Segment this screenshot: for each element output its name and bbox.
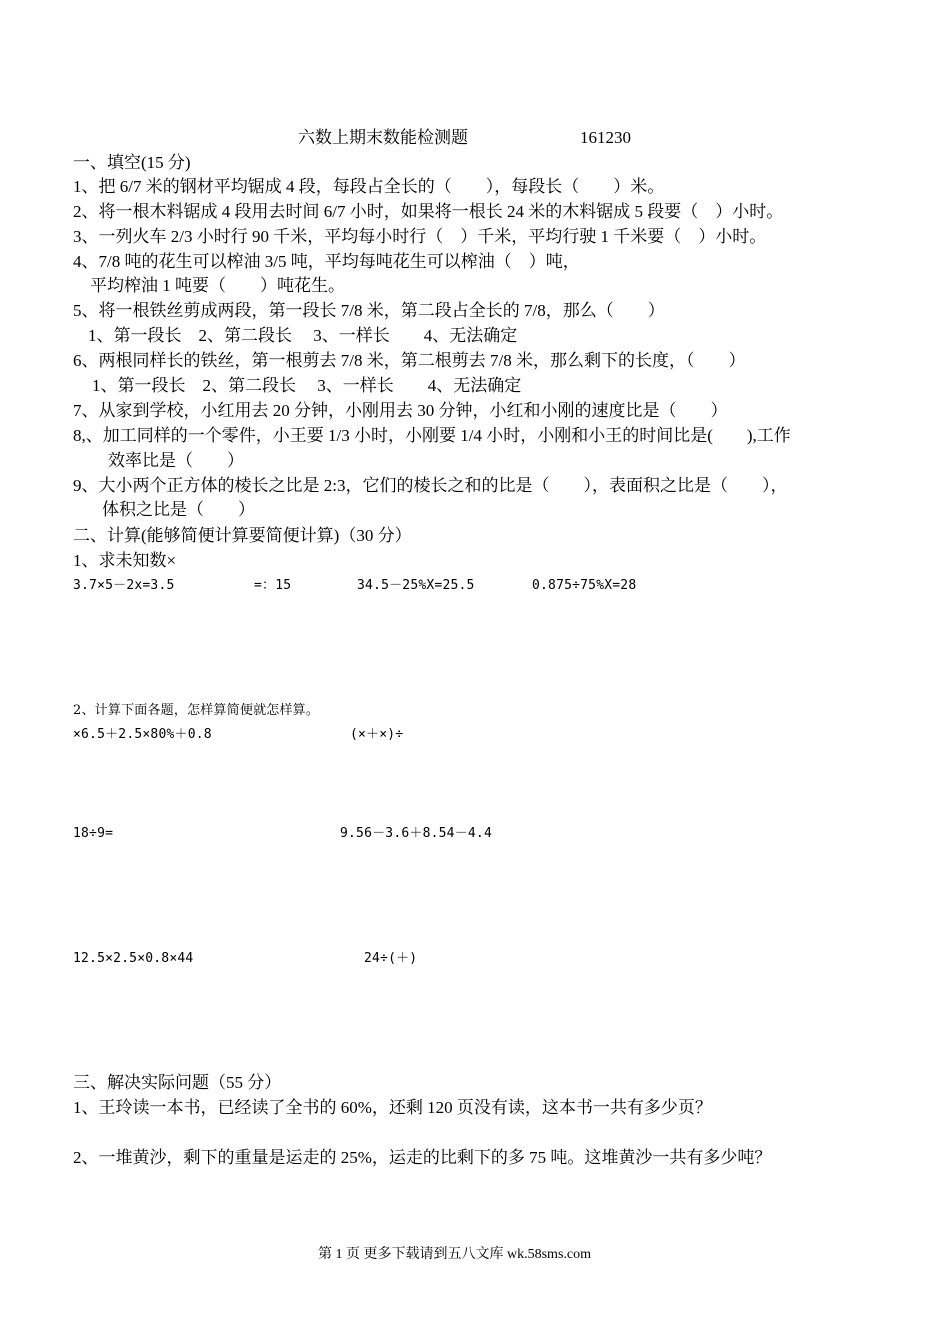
question-9-line2: 体积之比是（ ） [102,500,255,519]
section3-heading: 三、解决实际问题（55 分） [73,1073,282,1092]
page-footer: 第 1 页 更多下载请到五八文库 wk.58sms.com [318,1247,591,1262]
calc-2: (×＋×)÷ [350,727,404,742]
question-3: 3、一列火车 2/3 小时行 90 千米，平均每小时行（ ）千米，平均行驶 1 千米要（ ）小时。 [73,227,767,246]
problem-2: 2、一堆黄沙，剩下的重量是运走的 25%，运走的比剩下的多 75 吨。这堆黄沙一共有多少吨？ [73,1148,772,1167]
question-8-line2: 效率比是（ ） [108,451,244,470]
question-6: 6、两根同样长的铁丝，第一根剪去 7/8 米，第二根剪去 7/8 米，那么剩下的长度，（ ） [73,351,746,370]
calc-5: 12.5×2.5×0.8×44 [73,951,194,966]
question-2: 2、将一根木料锯成 4 段用去时间 6/7 小时，如果将一根长 24 米的木料锯成 5 段要（ ）小时。 [73,202,784,221]
equation-3: 34.5－25%X=25.5 [357,578,475,593]
calc-6: 24÷(＋) [364,951,418,966]
question-6-options: 1、第一段长 2、第二段长 3、一样长 4、无法确定 [92,376,522,395]
calc-3: 18÷9= [73,826,114,841]
equation-4: 0.875÷75%X=28 [532,578,637,593]
equation-2: =：15 [254,578,292,593]
question-4-line1: 4、7/8 吨的花生可以榨油 3/5 吨，平均每吨花生可以榨油（ ）吨， [73,252,580,271]
section2-sub2: 2、计算下面各题，怎样算简便就怎样算。 [73,703,320,718]
section2-sub1: 1、求未知数× [73,551,177,570]
page-title: 六数上期末数能检测题 [298,128,468,147]
question-5: 5、将一根铁丝剪成两段，第一段长 7/8 米，第二段占全长的 7/8，那么（ ） [73,301,665,320]
section1-heading: 一、填空(15 分) [73,153,191,172]
question-8-line1: 8,、加工同样的一个零件，小王要 1/3 小时，小刚要 1/4 小时，小刚和小王的时间比是( ),工作 [73,426,791,445]
section2-heading: 二、计算(能够简便计算要简便计算)（30 分） [73,526,412,545]
question-1: 1、把 6/7 米的钢材平均锯成 4 段，每段占全长的（ ），每段长（ ）米。 [73,177,665,196]
question-5-options: 1、第一段长 2、第二段长 3、一样长 4、无法确定 [88,326,518,345]
calc-4: 9.56－3.6＋8.54－4.4 [340,826,492,841]
question-4-line2: 平均榨油 1 吨要（ ）吨花生。 [90,276,345,295]
question-7: 7、从家到学校，小红用去 20 分钟，小刚用去 30 分钟，小红和小刚的速度比是（ ） [73,401,728,420]
question-9-line1: 9、大小两个正方体的棱长之比是 2:3，它们的棱长之和的比是（ ），表面积之比是（ ）， [73,476,788,495]
page-code: 161230 [580,128,631,147]
calc-1: ×6.5＋2.5×80%＋0.8 [73,727,212,742]
problem-1: 1、王玲读一本书，已经读了全书的 60%，还剩 120 页没有读，这本书一共有多少页？ [73,1098,712,1117]
equation-1: 3.7×5－2x=3.5 [73,578,175,593]
